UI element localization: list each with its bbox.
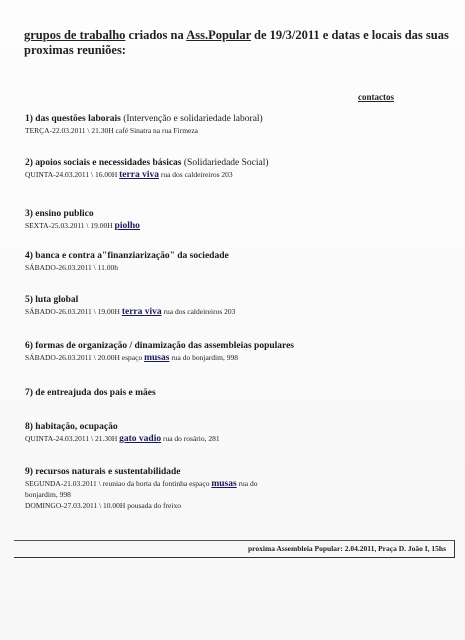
item-title: 4) banca e contra a"finanziarização" da sociedade bbox=[25, 251, 229, 261]
title-line-2: proximas reuniões: bbox=[24, 43, 126, 57]
list-item-6 bbox=[25, 340, 445, 363]
list-item-3 bbox=[25, 208, 445, 231]
page-title bbox=[24, 28, 454, 58]
title-part-1: grupos de trabalho bbox=[24, 28, 126, 42]
item-detail: bonjardim, 998 bbox=[25, 490, 71, 499]
item-title: 6) formas de organização / dinamização das assembleias populares bbox=[25, 341, 294, 351]
title-part-3: Ass.Popular bbox=[186, 28, 251, 42]
item-detail: SÁBADO-26.03.2011 \ 11.00h bbox=[25, 263, 118, 272]
item-title: 9) recursos naturais e sustentabilidade bbox=[25, 467, 181, 477]
item-title: 8) habitação, ocupação bbox=[25, 422, 118, 432]
item-title: 1) das questões laborais bbox=[25, 114, 121, 124]
item-detail: SÁBADO-26.03.2011 \ 19.00H terra viva rua dos caldeireiros 203 bbox=[25, 307, 236, 317]
title-part-2: criados na bbox=[125, 28, 187, 42]
item-subtitle: (Intervenção e solidariedade laboral) bbox=[120, 114, 263, 124]
list-item-9 bbox=[25, 466, 445, 511]
footer-box bbox=[14, 540, 455, 558]
venue-name: piolho bbox=[114, 221, 140, 231]
venue-name: musas bbox=[144, 353, 170, 363]
item-detail: QUINTA-24.03.2011 \ 21.30H gato vadio rua do rosário, 281 bbox=[25, 434, 220, 444]
venue-name: musas bbox=[211, 479, 237, 489]
list-item-8 bbox=[25, 421, 445, 444]
contacts-label: contactos bbox=[358, 92, 394, 102]
venue-name: terra viva bbox=[119, 170, 159, 180]
venue-name: gato vadio bbox=[119, 434, 162, 444]
footer-text: proxima Assembleia Popular: 2.04.2011, Praça D. João I, 15hs bbox=[248, 544, 446, 553]
item-detail: SÁBADO-26.03.2011 \ 20.00H espaço musas rua do bonjardim, 998 bbox=[25, 353, 238, 363]
item-detail: TERÇA-22.03.2011 \ 21.30H café Sinatra na rua Firmeza bbox=[25, 126, 199, 135]
item-title: 2) apoios sociais e necessidades básicas bbox=[25, 158, 182, 168]
title-part-4: de 19/3/2011 e datas e locais das suas bbox=[250, 28, 449, 42]
item-detail: SEGUNDA-21.03.2011 \ reuniao da horta da fontinha espaço musas rua do bbox=[25, 479, 258, 489]
item-detail: DOMINGO-27.03.2011 \ 10.00H pousada do freixo bbox=[25, 501, 181, 510]
item-detail: SEXTA-25.03.2011 \ 19.00H piolho bbox=[25, 221, 140, 231]
item-title: 5) luta global bbox=[25, 295, 79, 305]
list-item-2 bbox=[25, 157, 445, 180]
item-detail: QUINTA-24.03.2011 \ 16.00H terra viva rua dos caldeireiros 203 bbox=[25, 170, 233, 180]
list-item-7 bbox=[25, 387, 445, 399]
item-subtitle: (Solidariedade Social) bbox=[181, 158, 269, 168]
list-item-4 bbox=[25, 250, 445, 273]
item-title: 3) ensino publico bbox=[25, 209, 94, 219]
list-item-5 bbox=[25, 294, 445, 317]
venue-name: terra viva bbox=[121, 307, 162, 317]
list-item-1 bbox=[25, 113, 445, 136]
item-title: 7) de entreajuda dos pais e mães bbox=[25, 388, 156, 398]
